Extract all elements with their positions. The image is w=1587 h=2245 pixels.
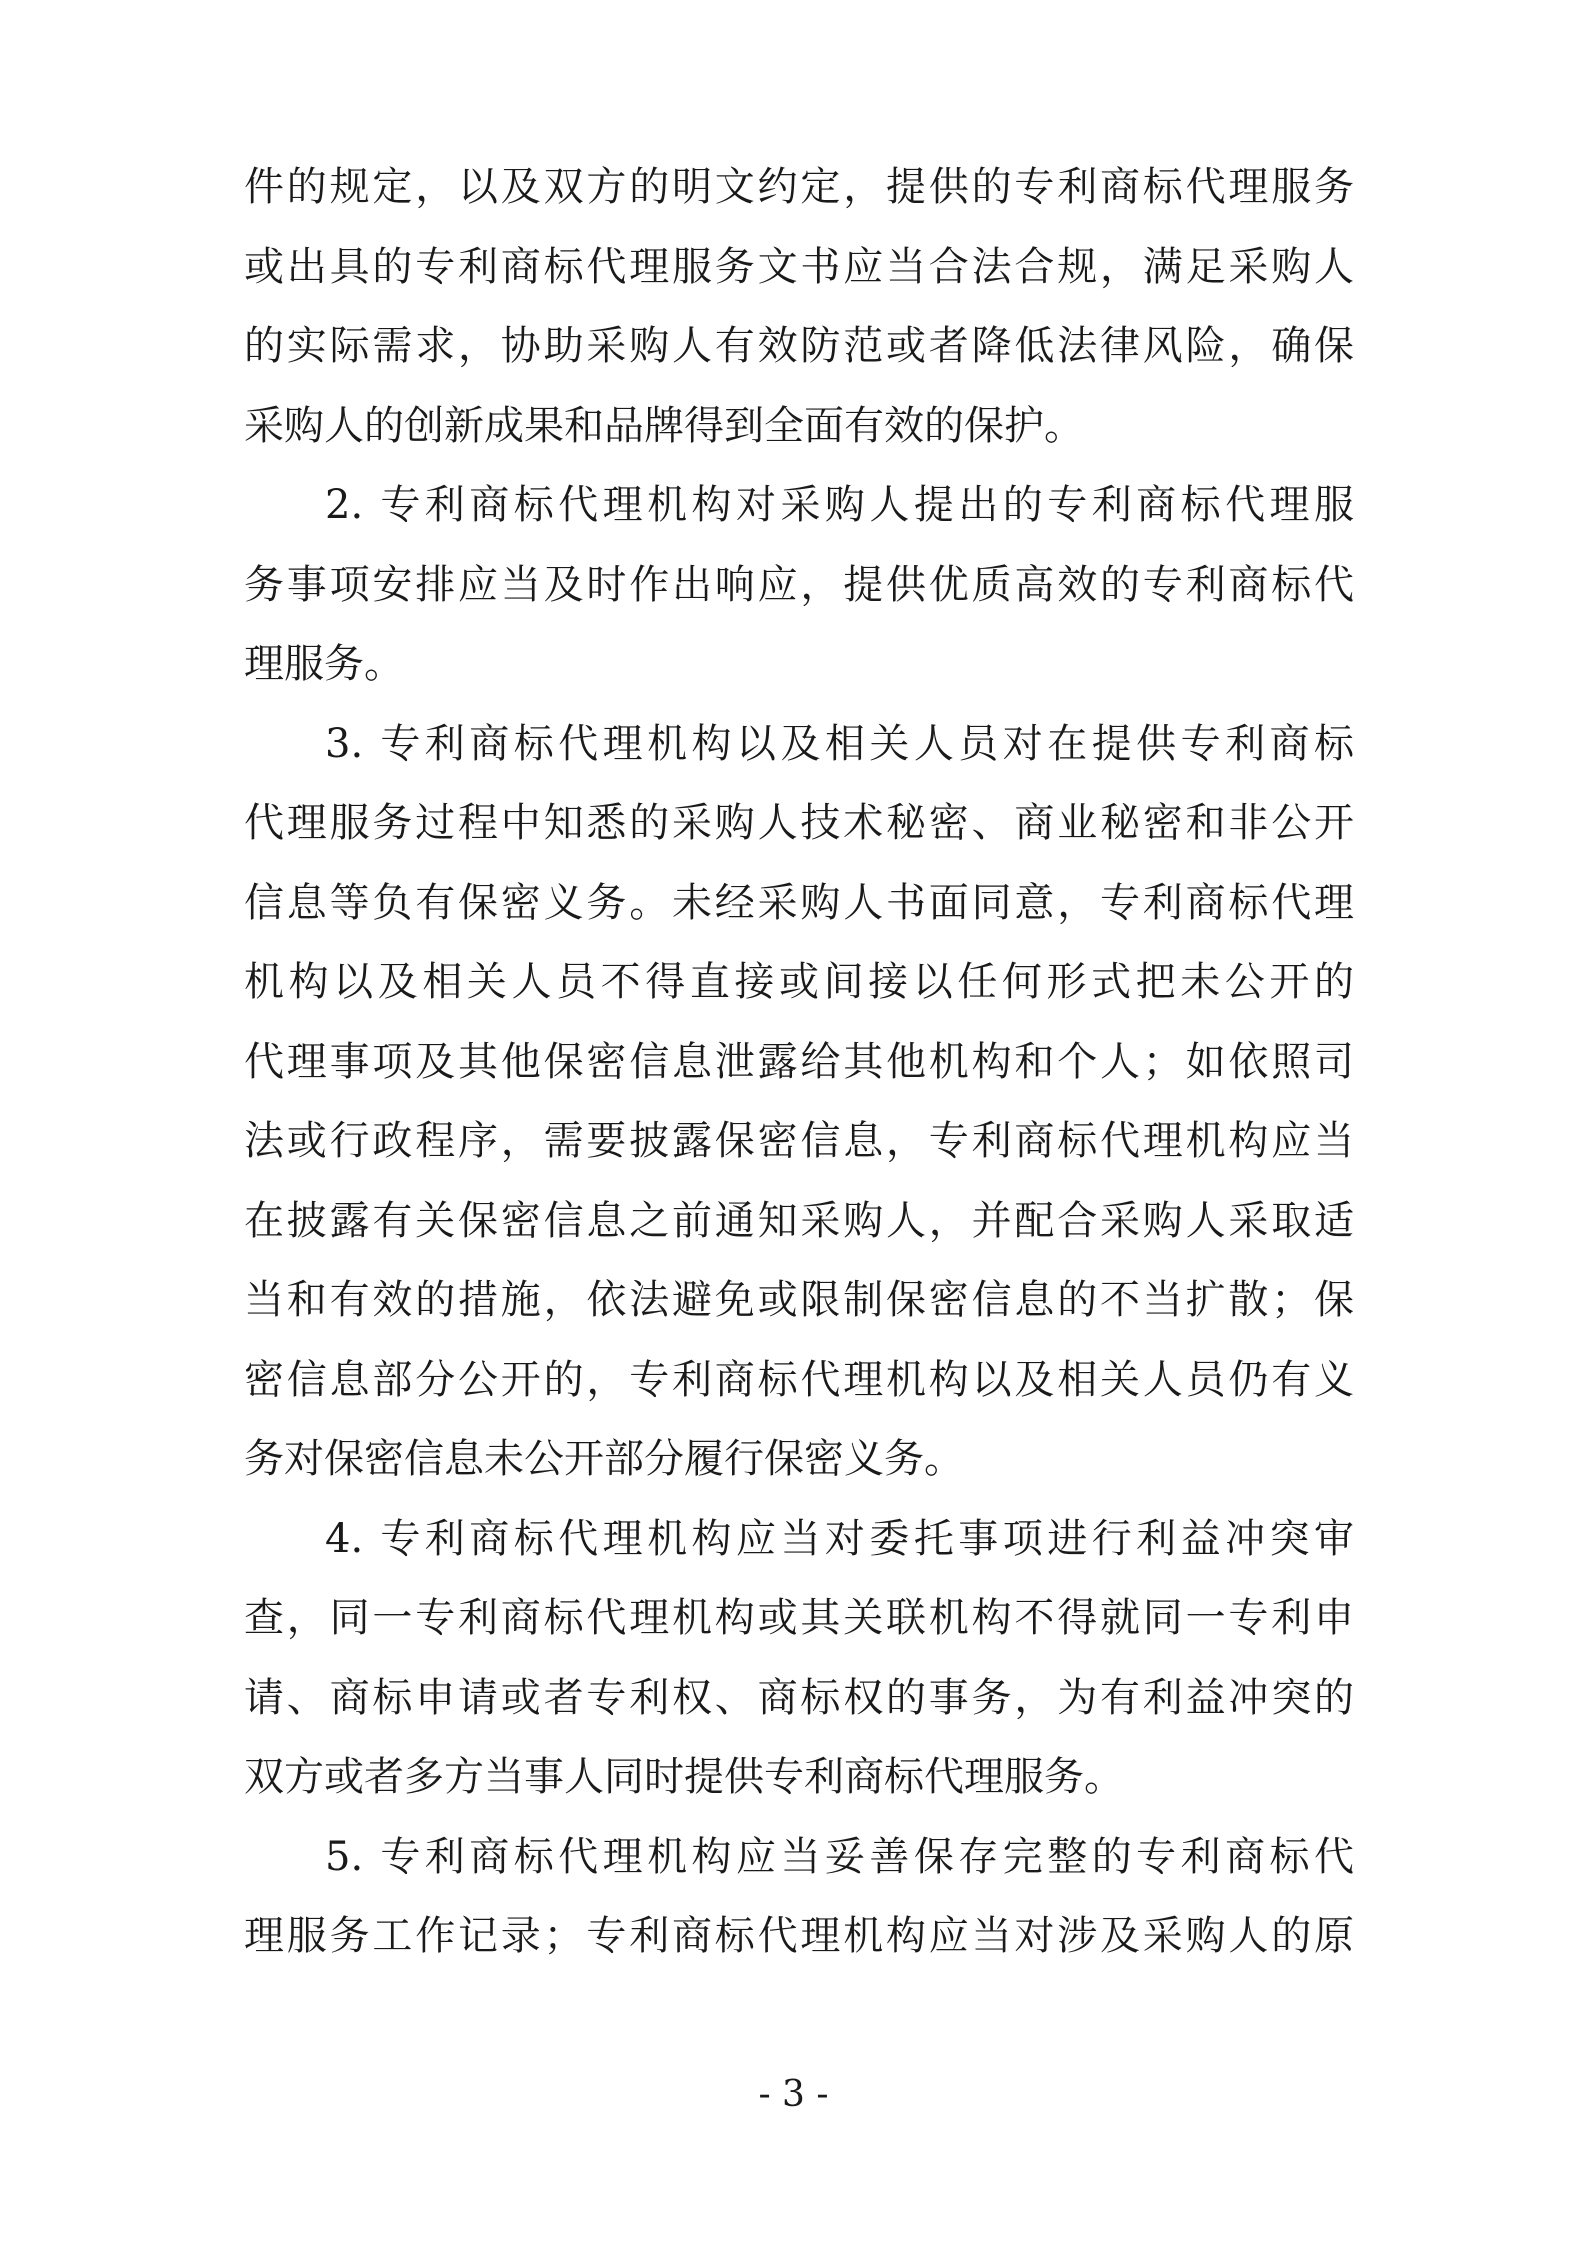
text-line: 当和有效的措施，依法避免或限制保密信息的不当扩散；保 bbox=[244, 1277, 1354, 1323]
text-line: 的实际需求，协助采购人有效防范或者降低法律风险，确保 bbox=[244, 323, 1354, 369]
text-line: 务对保密信息未公开部分履行保密义务。 bbox=[244, 1436, 964, 1482]
paragraph-2-first-line: 2. 专利商标代理机构对采购人提出的专利商标代理服 bbox=[325, 482, 1354, 528]
text-line: 理服务。 bbox=[244, 641, 404, 687]
paragraph-4-first-line: 4. 专利商标代理机构应当对委托事项进行利益冲突审 bbox=[325, 1515, 1354, 1562]
text-line: 法或行政程序，需要披露保密信息，专利商标代理机构应当 bbox=[244, 1118, 1354, 1164]
text-line: 代理服务过程中知悉的采购人技术秘密、商业秘密和非公开 bbox=[244, 800, 1354, 846]
page-number: - 3 - bbox=[758, 2074, 829, 2115]
text-line: 密信息部分公开的，专利商标代理机构以及相关人员仍有义 bbox=[244, 1356, 1354, 1403]
text-line: 信息等负有保密义务。未经采购人书面同意，专利商标代理 bbox=[244, 879, 1354, 926]
text-line: 件的规定，以及双方的明文约定，提供的专利商标代理服务 bbox=[244, 164, 1354, 210]
text-line: 查，同一专利商标代理机构或其关联机构不得就同一专利申 bbox=[244, 1595, 1354, 1641]
text-line: 理服务工作记录；专利商标代理机构应当对涉及采购人的原 bbox=[244, 1913, 1354, 1959]
text-line: 代理事项及其他保密信息泄露给其他机构和个人；如依照司 bbox=[244, 1038, 1354, 1085]
paragraph-5-first-line: 5. 专利商标代理机构应当妥善保存完整的专利商标代 bbox=[325, 1833, 1354, 1880]
text-line: 请、商标申请或者专利权、商标权的事务，为有利益冲突的 bbox=[244, 1674, 1354, 1721]
text-line: 采购人的创新成果和品牌得到全面有效的保护。 bbox=[244, 402, 1084, 449]
text-line: 务事项安排应当及时作出响应，提供优质高效的专利商标代 bbox=[244, 561, 1354, 608]
text-line: 双方或者多方当事人同时提供专利商标代理服务。 bbox=[244, 1754, 1124, 1800]
paragraph-3-first-line: 3. 专利商标代理机构以及相关人员对在提供专利商标 bbox=[325, 720, 1354, 767]
text-line: 或出具的专利商标代理服务文书应当合法合规，满足采购人 bbox=[244, 243, 1354, 290]
text-line: 机构以及相关人员不得直接或间接以任何形式把未公开的 bbox=[244, 959, 1354, 1005]
text-line: 在披露有关保密信息之前通知采购人，并配合采购人采取适 bbox=[244, 1197, 1354, 1244]
